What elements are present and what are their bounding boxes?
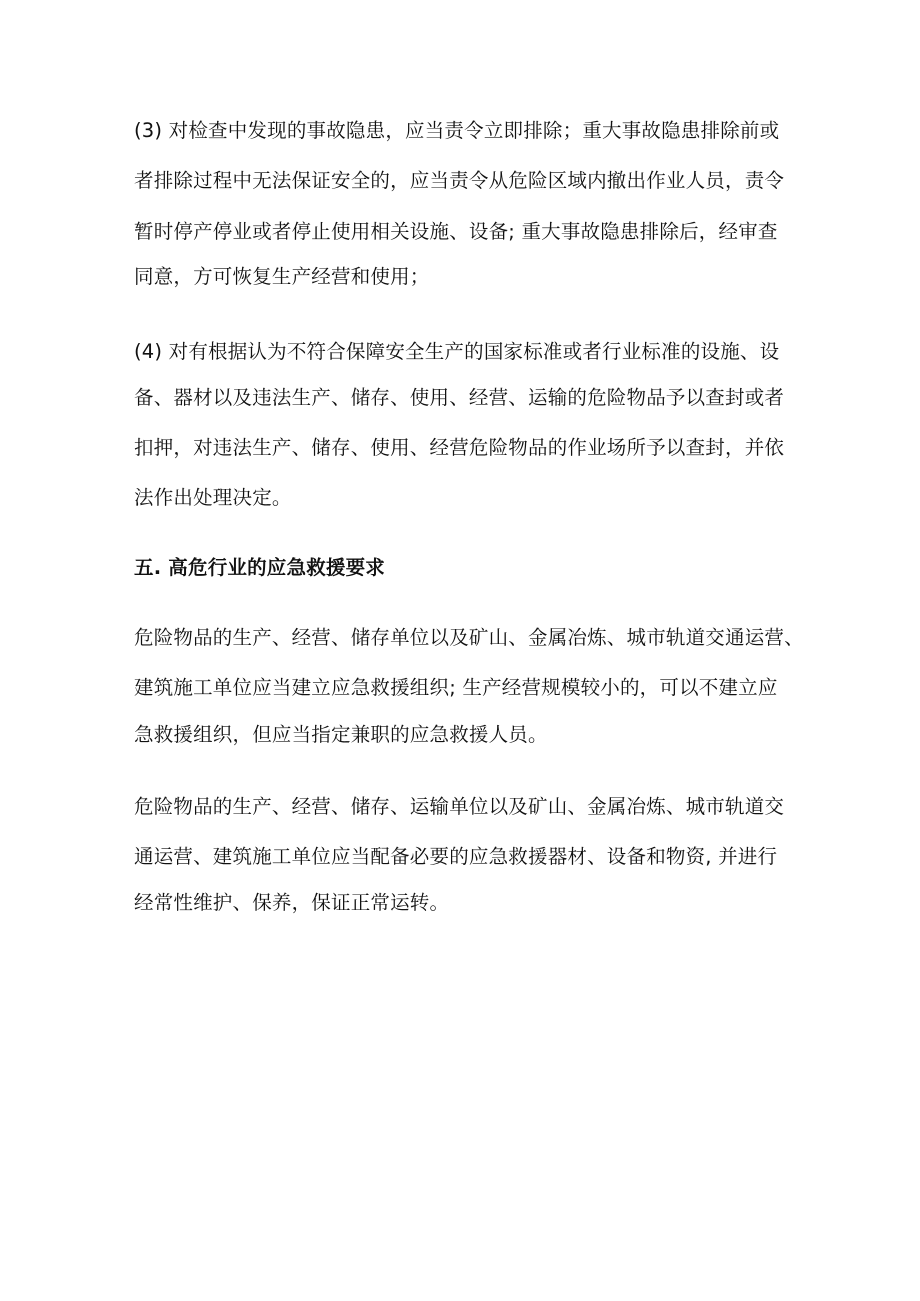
text-line: 经常性维护、保养，保证正常运转。 — [134, 891, 450, 914]
text-line: 危险物品的生产、经营、储存单位以及矿山、金属冶炼、城市轨道交通运营、 — [134, 626, 804, 649]
text-line: 急救援组织，但应当指定兼职的应急救援人员。 — [134, 723, 548, 746]
section-title: 五. 高危行业的应急救援要求 — [134, 556, 385, 579]
text-line: 法作出处理决定。 — [134, 486, 292, 509]
text-line: 暂时停产停业或者停止使用相关设施、设备; 重大事故隐患排除后，经审查 — [134, 220, 778, 243]
text-line: (4) 对有根据认为不符合保障安全生产的国家标准或者行业标准的设施、设 — [134, 340, 780, 363]
text-line: 者排除过程中无法保证安全的，应当责令从危险区域内撤出作业人员，责令 — [134, 169, 785, 192]
text-line: 备、器材以及违法生产、储存、使用、经营、运输的危险物品予以查封或者 — [134, 386, 785, 409]
text-line: 扣押，对违法生产、储存、使用、经营危险物品的作业场所予以查封，并依 — [134, 436, 785, 459]
text-line: 建筑施工单位应当建立应急救援组织; 生产经营规模较小的，可以不建立应 — [134, 676, 778, 699]
text-line: 同意，方可恢复生产经营和使用； — [134, 265, 430, 288]
text-line: 通运营、建筑施工单位应当配备必要的应急救援器材、设备和物资, 并进行 — [134, 845, 778, 868]
text-line: 危险物品的生产、经营、储存、运输单位以及矿山、金属冶炼、城市轨道交 — [134, 795, 785, 818]
text-line: (3) 对检查中发现的事故隐患，应当责令立即排除；重大事故隐患排除前或 — [134, 119, 780, 142]
